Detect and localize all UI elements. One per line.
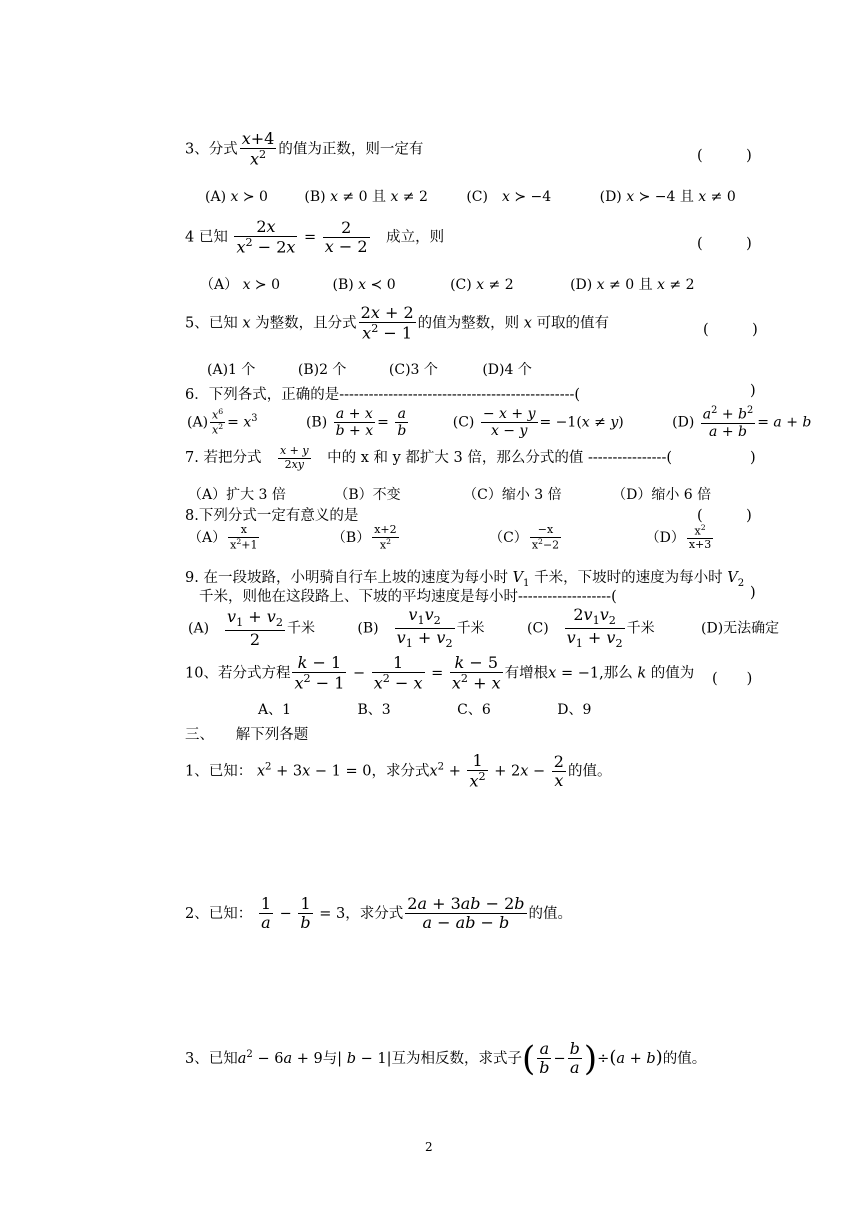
q6-b-fraction-left: $\frac{a + x}{b + x}$ xyxy=(335,405,374,439)
q6-option-c: (C) xyxy=(452,414,475,431)
q5-suffix2: 可取的值有 xyxy=(536,315,610,332)
p3-suffix: 的值。 xyxy=(662,1050,707,1067)
q10-suffix2: ,那么 xyxy=(599,665,633,682)
q7-option-d: （D）缩小 6 倍 xyxy=(612,487,712,503)
q9-a-unit: 千米 xyxy=(286,620,315,637)
q8-line xyxy=(185,504,358,525)
q9-a-fraction: $\frac{v_1 + v_2}{2}$ xyxy=(227,606,283,649)
q6-c-fraction: $\frac{- x + y}{x - y}$ xyxy=(482,405,536,439)
q9-line1b-text: 千米，下坡时的速度为每小时 xyxy=(534,570,723,586)
q6-option-b: (B) xyxy=(305,414,328,431)
q8-a-fraction: $\frac{x}{x^2+1}$ xyxy=(230,523,258,552)
q4-options: （A） x ≻ 0 (B) x ≺ 0 (C) x ≠ 2 (D) x ≠ 0 且 x ≠ 2 xyxy=(200,277,695,293)
q10-options xyxy=(258,699,591,719)
q10-option-d: D、9 xyxy=(557,702,592,718)
q9-option-c: (C) xyxy=(527,620,549,637)
p2-fraction-b: $\frac{1}{b}$ xyxy=(300,894,311,933)
section-three-title: 三、 解下列各题 xyxy=(185,727,309,743)
p1-fraction-1: $\frac{1}{x^2}$ xyxy=(469,751,486,791)
q8-label: 8.下列分式一定有意义的是 xyxy=(185,508,359,524)
problem-3: 3、已知$a^2 - 6a + 9$与| b − 1|互为相反数，求式子( $\frac{a}{b}$ − $\frac{b}{a}$ )÷(a + b)的值。 xyxy=(185,1038,707,1079)
q9-line2-text: 千米，则他在这段路上、下坡的平均速度是每小时-------------------( xyxy=(199,589,617,605)
q5-mid: 为整数，且分式 xyxy=(255,315,357,332)
q7-paren-close: ) xyxy=(750,450,756,466)
q5-option-c: (C)3 个 xyxy=(388,362,438,378)
q8-option-d: （D） xyxy=(645,529,685,546)
q7-options xyxy=(188,484,711,504)
page-number: 2 xyxy=(425,1140,433,1154)
q8-d-fraction: $\frac{x^2}{x+3}$ xyxy=(688,523,712,552)
q9-line2 xyxy=(199,585,617,606)
q3-and-d: 且 xyxy=(679,189,694,205)
q4-fraction-right: $\frac{2}{x - 2}$ xyxy=(324,217,368,257)
p3-label: 3、已知 xyxy=(185,1050,238,1067)
p3-mid: 与| xyxy=(322,1050,343,1067)
q5-option-a: (A)1 个 xyxy=(207,362,256,378)
q3-suffix: 的值为正数，则一定有 xyxy=(278,141,424,158)
q7-suffix: 中的 x 和 y 都扩大 3 倍，那么分式的值 ----------------( xyxy=(327,450,673,467)
p2-suffix: 的值。 xyxy=(528,905,573,922)
p1-suffix: 的值。 xyxy=(567,763,612,780)
q4-label: 4 已知 xyxy=(185,229,228,246)
q4-and: 且 xyxy=(638,277,653,293)
q5-label: 5、已知 xyxy=(185,315,238,332)
p3-mid2: |互为相反数，求式子 xyxy=(386,1050,522,1067)
q7-fraction: $\frac{x + y}{2xy}$ xyxy=(279,444,309,471)
q8-c-fraction: $\frac{-x}{x^2-2}$ xyxy=(531,523,560,552)
q7-line xyxy=(185,445,672,471)
q4-line: 4 已知 $\frac{2x}{x^2 - 2x}$ = $\frac{2}{x - 2}$ 成立，则 xyxy=(185,217,445,257)
q5-line: 5、已知 x 为整数，且分式 $\frac{2x + 2}{x^2 - 1}$ 的值为整数，则 x 可取的值有 xyxy=(185,303,610,343)
p2-fraction-main: $\frac{2a + 3ab - 2b}{a - ab - b}$ xyxy=(407,894,525,933)
q3-option-c: (C) xyxy=(466,189,488,205)
q3-label: 3、分式 xyxy=(185,141,238,158)
q4-option-b: (B) xyxy=(332,277,354,293)
q5-options xyxy=(207,359,532,379)
q10-option-a: A、1 xyxy=(258,702,292,718)
q4-option-d: (D) xyxy=(570,277,593,293)
p1-label: 1、已知： xyxy=(185,763,253,780)
q3-paren: ( ) xyxy=(697,148,752,164)
q9-b-unit: 千米 xyxy=(456,620,485,637)
q3-fraction: $\frac{x+4}{x^2}$ xyxy=(241,129,275,169)
q10-label: 10、若分式方程 xyxy=(185,665,291,682)
q9-option-a: (A) xyxy=(188,620,210,637)
q6-line xyxy=(185,383,580,404)
q6-label: 6．下列各式，正确的是------------------------------------------------( xyxy=(185,387,581,403)
q9-option-b: (B) xyxy=(357,620,379,637)
p2-fraction-a: $\frac{1}{a}$ xyxy=(260,894,272,933)
q7-option-b: （B）不变 xyxy=(334,487,401,503)
q6-b-fraction-right: $\frac{a}{b}$ xyxy=(397,405,407,439)
q6-d-fraction: $\frac{a^2 + b^2}{a + b}$ xyxy=(702,405,754,440)
q9-option-d: (D)无法确定 xyxy=(701,620,780,637)
p3-fraction-2: $\frac{b}{a}$ xyxy=(569,1039,580,1078)
problem-2: 2、已知： $\frac{1}{a}$ − $\frac{1}{b}$ = 3，求分式 $\frac{2a + 3ab - 2b}{a - ab - b}$ 的值。 xyxy=(185,894,573,933)
q10-paren: ( ) xyxy=(712,671,753,687)
q8-options xyxy=(188,524,715,552)
q6-a-fraction: $\frac{x^6}{x^2}$ xyxy=(212,406,224,437)
q3-option-a: (A) xyxy=(205,189,227,205)
q5-option-d: (D)4 个 xyxy=(482,362,532,378)
p1-fraction-2: $\frac{2}{x}$ xyxy=(553,751,564,791)
q3-options: (A) x ≻ 0 (B) x ≠ 0 且 x ≠ 2 (C) x ≻ −4 (D) x ≻ −4 且 x ≠ 0 xyxy=(205,189,736,205)
q6-paren-close: ) xyxy=(750,383,756,399)
q5-suffix: 的值为整数，则 xyxy=(417,315,520,332)
q3-and-b: 且 xyxy=(371,189,386,205)
q4-option-a: （A） xyxy=(200,277,239,293)
p2-mid: ，求分式 xyxy=(345,905,404,922)
q5-option-b: (B)2 个 xyxy=(297,362,347,378)
p3-fraction-1: $\frac{a}{b}$ xyxy=(539,1039,550,1078)
q10-fraction-3: $\frac{k - 5}{x^2 + x}$ xyxy=(451,653,501,693)
q7-label: 7. 若把分式 xyxy=(185,450,262,467)
q4-suffix: 成立，则 xyxy=(386,229,445,246)
q5-paren: ( ) xyxy=(703,322,758,338)
q10-option-c: C、6 xyxy=(457,702,491,718)
q3-line xyxy=(185,130,423,169)
p2-label: 2、已知： xyxy=(185,905,253,922)
q3-option-b: (B) xyxy=(304,189,326,205)
q9-paren-close: ) xyxy=(750,585,756,601)
q9-b-fraction: $\frac{v_1v_2}{v_1 + v_2}$ xyxy=(396,605,453,651)
p1-mid: ，求分式 xyxy=(371,763,430,780)
q6-options: (A) $\frac{x^6}{x^2}$ = $x^3$ (B) $\frac{a + x}{b + x}$ = $\frac{a}{b}$ (C) $\frac{- x + y}{x - y}$ = −1(x ≠ y) (D) $\frac{a^2 + b^2}{a + b}$ = a + b xyxy=(187,405,812,440)
q10-suffix3: 的值为 xyxy=(650,665,695,682)
q9-options xyxy=(188,606,779,651)
q9-c-unit: 千米 xyxy=(626,620,655,637)
q10-fraction-2: $\frac{1}{x^2 - x}$ xyxy=(373,653,423,693)
q6-option-a: (A) xyxy=(187,414,209,431)
q7-option-c: （C）缩小 3 倍 xyxy=(463,487,562,503)
q9-line1-text: 9. 在一段坡路，小明骑自行车上坡的速度为每小时 xyxy=(185,570,508,586)
q6-option-d: (D) xyxy=(672,414,695,431)
q9-line1: 9. 在一段坡路，小明骑自行车上坡的速度为每小时 $V_1$ 千米，下坡时的速度为每小时 $V_2$ xyxy=(185,570,745,589)
q10-suffix: 有增根 xyxy=(504,665,549,682)
q4-paren: ( ) xyxy=(697,236,752,252)
q9-c-fraction: $\frac{2v_1v_2}{v_1 + v_2}$ xyxy=(566,605,623,651)
q10-fraction-1: $\frac{k - 1}{x^2 - 1}$ xyxy=(294,653,345,693)
q8-option-c: （C） xyxy=(489,529,528,546)
q10-line: 10、若分式方程 $\frac{k - 1}{x^2 - 1}$ − $\frac{1}{x^2 - x}$ = $\frac{k - 5}{x^2 + x}$ 有增根x = −1,那么 k 的值为 xyxy=(185,653,695,693)
q4-fraction-left: $\frac{2x}{x^2 - 2x}$ xyxy=(236,217,296,257)
q5-fraction: $\frac{2x + 2}{x^2 - 1}$ xyxy=(360,303,414,343)
q4-option-c: (C) xyxy=(450,277,472,293)
problem-1: 1、已知： $x^2 + 3x - 1 = 0$，求分式$x^2$ + $\frac{1}{x^2}$ + 2x − $\frac{2}{x}$ 的值。 xyxy=(185,751,612,791)
q7-option-a: （A）扩大 3 倍 xyxy=(188,487,286,503)
q8-option-a: （A） xyxy=(188,529,227,546)
q8-paren: ( ) xyxy=(697,508,752,524)
q10-option-b: B、3 xyxy=(357,702,391,718)
q8-b-fraction: $\frac{x+2}{x^2}$ xyxy=(374,523,397,552)
q8-option-b: （B） xyxy=(331,529,371,546)
q3-option-d: (D) xyxy=(599,189,622,205)
